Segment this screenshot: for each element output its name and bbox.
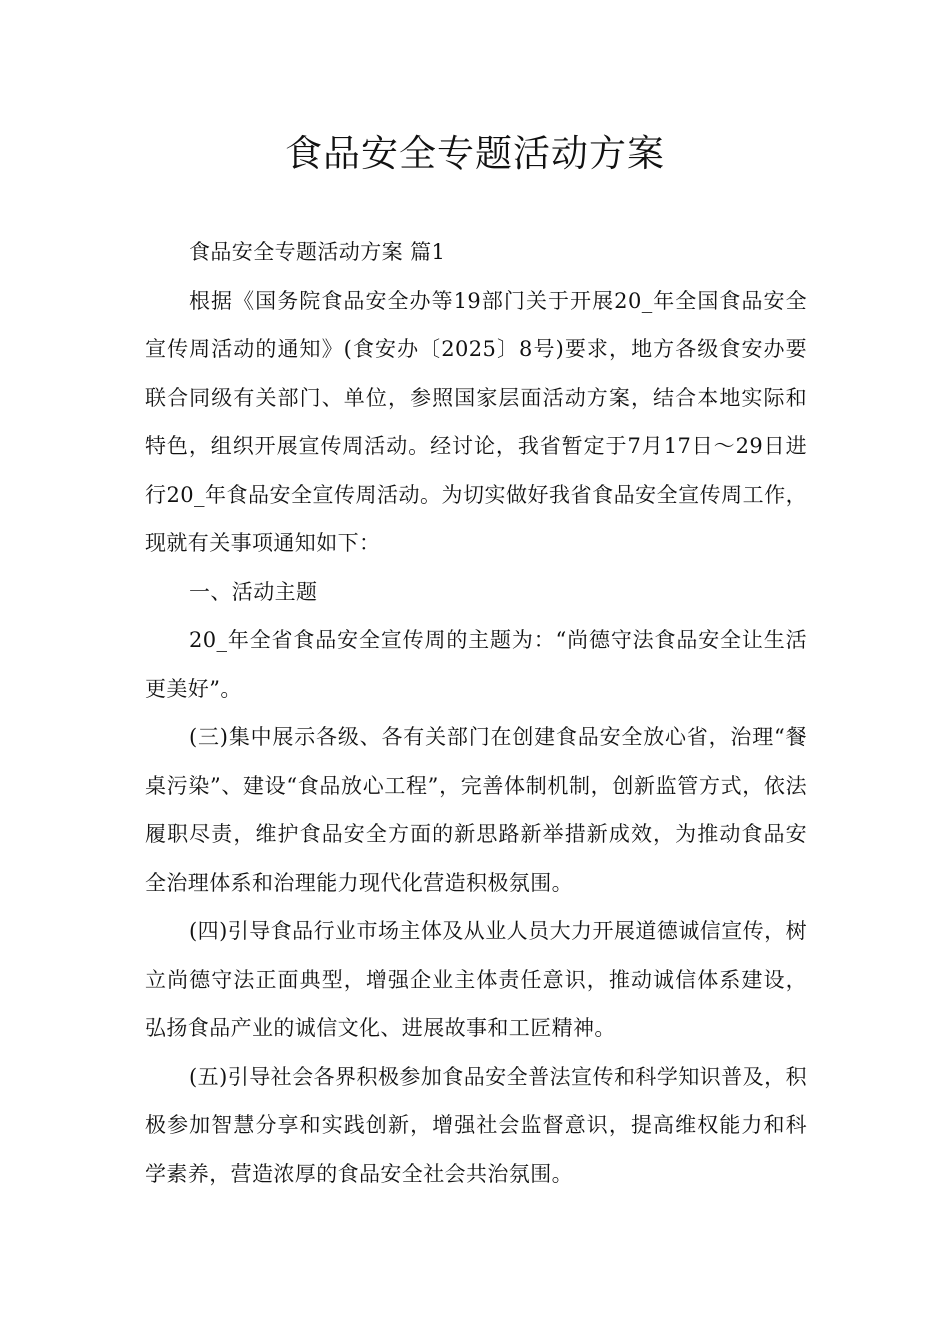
paragraph-item-5: (五)引导社会各界积极参加食品安全普法宣传和科学知识普及，积极参加智慧分享和实践创新，增强社会监督意识，提高维权能力和科学素养，营造浓厚的食品安全社会共治氛围。 <box>145 1064 807 1186</box>
document-body <box>145 228 807 1198</box>
document-title: 食品安全专题活动方案 <box>285 132 665 175</box>
paragraph-item-3: (三)集中展示各级、各有关部门在创建食品安全放心省，治理“餐桌污染”、建设“食品放心工程”，完善体制机制，创新监管方式，依法履职尽责，维护食品安全方面的新思路新举措新成效，为推动食品安全治理体系和治理能力现代化营造积极氛围。 <box>145 725 807 895</box>
paragraph-subtitle: 食品安全专题活动方案 篇1 <box>189 240 446 264</box>
paragraph-section-heading: 一、活动主题 <box>189 579 318 604</box>
paragraph-intro: 根据《国务院食品安全办等19部门关于开展20_年全国食品安全宣传周活动的通知》(食安办〔2025〕8号)要求，地方各级食安办要联合同级有关部门、单位，参照国家层面活动方案，结合本地实际和特色，组织开展宣传周活动。经讨论，我省暂定于7月17日～29日进行20_年食品安全宣传周活动。为切实做好我省食品安全宣传周工作，现就有关事项通知如下： <box>145 288 807 555</box>
paragraph-theme: 20_年全省食品安全宣传周的主题为：“尚德守法食品安全让生活更美好”。 <box>145 628 807 701</box>
paragraph-item-4: (四)引导食品行业市场主体及从业人员大力开展道德诚信宣传，树立尚德守法正面典型，增强企业主体责任意识，推动诚信体系建设，弘扬食品产业的诚信文化、进展故事和工匠精神。 <box>145 919 807 1040</box>
